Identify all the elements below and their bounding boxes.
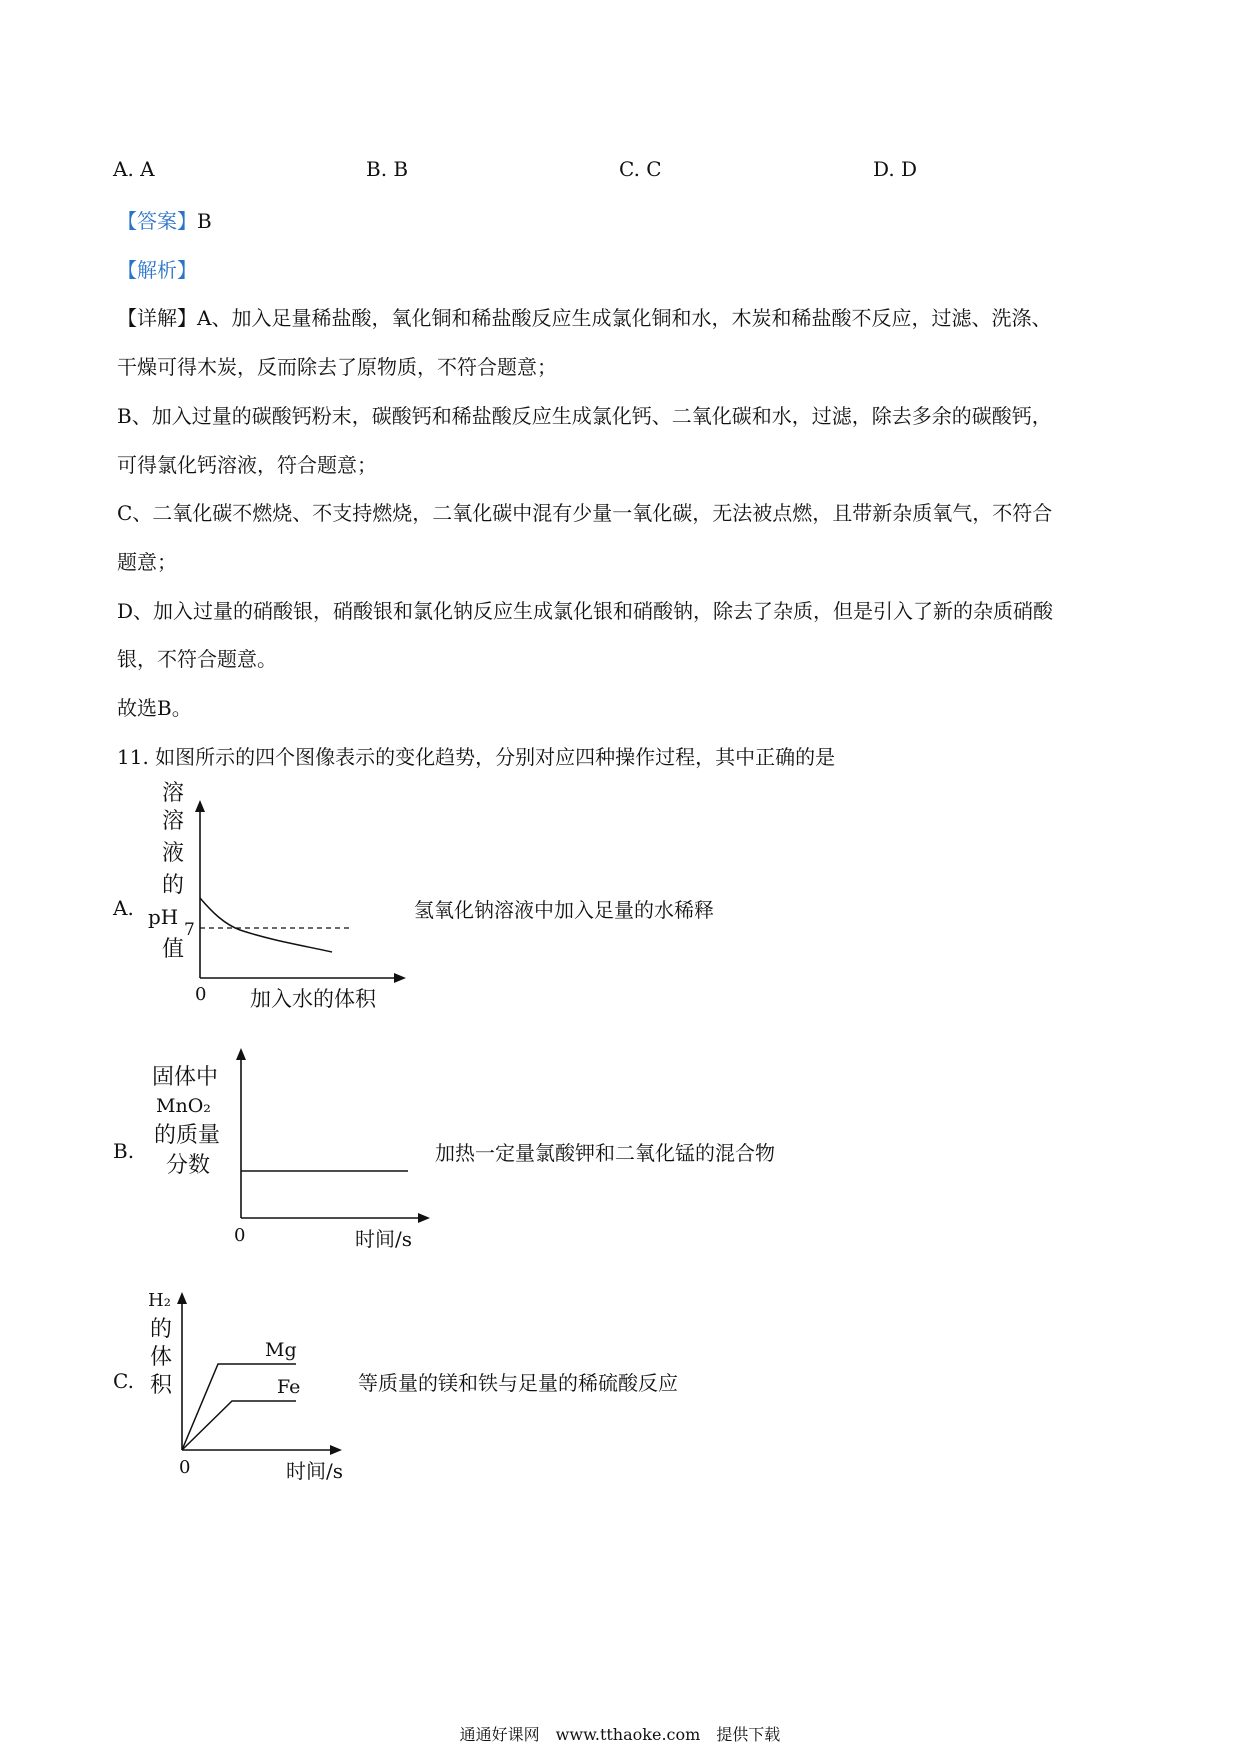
graph-c-ylabel-char: 体	[150, 1345, 173, 1370]
detail-line: D、加入过量的硝酸银，硝酸银和氯化钠反应生成氯化银和硝酸钠，除去了杂质，但是引入了新的杂质硝酸	[117, 599, 1054, 623]
q11-option-b-desc: 加热一定量氯酸钾和二氧化锰的混合物	[435, 1141, 775, 1165]
graph-b	[150, 1048, 440, 1258]
graph-a-ylabel-char: 的	[162, 873, 185, 898]
graph-c-ylabel-char: 的	[150, 1317, 173, 1342]
graph-c	[140, 1286, 360, 1486]
detail-line: 可得氯化钙溶液，符合题意；	[117, 453, 377, 477]
graph-b-ylabel-line: 固体中	[152, 1065, 219, 1090]
graph-b-ylabel-line: 分数	[166, 1153, 211, 1178]
graph-c-x-arrow	[330, 1445, 342, 1455]
graph-a	[140, 781, 420, 1020]
q11-option-b-label: B.	[113, 1139, 135, 1163]
question-11-stem: 11. 如图所示的四个图像表示的变化趋势，分别对应四种操作过程，其中正确的是	[117, 745, 836, 769]
detail-line: B、加入过量的碳酸钙粉末，碳酸钙和稀盐酸反应生成氯化钙、二氧化碳和水，过滤，除去多余的碳酸钙，	[117, 404, 1052, 428]
graph-a-ylabel-char: 溶	[162, 809, 185, 834]
graph-a-ph-curve	[200, 898, 332, 952]
graph-a-ref-label: 7	[184, 920, 195, 940]
graph-b-xlabel: 时间/s	[355, 1227, 413, 1251]
graph-a-x-arrow	[394, 973, 406, 983]
detail-line: 干燥可得木炭，反而除去了原物质，不符合题意；	[117, 355, 557, 379]
detail-line: 银，不符合题意。	[117, 647, 277, 671]
graph-c-origin: 0	[179, 1457, 191, 1478]
graph-b-ylabel-line: MnO₂	[156, 1095, 211, 1117]
detail-line: C、二氧化碳不燃烧、不支持燃烧，二氧化碳中混有少量一氧化碳，无法被点燃，且带新杂质氧气，不符合	[117, 501, 1053, 525]
graph-b-y-arrow	[236, 1048, 246, 1060]
detail-line: 故选B。	[117, 696, 192, 720]
q11-option-a-label: A.	[113, 896, 134, 920]
graph-c-ylabel-char: H₂	[148, 1290, 171, 1311]
option-a: A. A	[113, 157, 155, 181]
graph-c-series-label: Mg	[265, 1339, 297, 1361]
q11-option-c-label: C.	[113, 1369, 134, 1393]
graph-b-x-arrow	[418, 1213, 430, 1223]
detail-line: 【详解】A、加入足量稀盐酸，氧化铜和稀盐酸反应生成氯化铜和水，木炭和稀盐酸不反应，过滤、洗涤、	[117, 306, 1052, 330]
answer-line	[117, 205, 212, 234]
detail-line: 题意；	[117, 550, 177, 574]
option-d: D. D	[873, 157, 918, 181]
answer-label: 【答案】	[117, 209, 197, 233]
graph-c-xlabel: 时间/s	[286, 1459, 344, 1483]
analysis-label: 【解析】	[117, 258, 197, 282]
graph-b-ylabel-line: 的质量	[154, 1123, 221, 1148]
q11-option-c-desc: 等质量的镁和铁与足量的稀硫酸反应	[358, 1371, 678, 1395]
graph-c-y-arrow	[177, 1292, 187, 1304]
q11-option-a-desc: 氢氧化钠溶液中加入足量的水稀释	[414, 898, 714, 922]
option-b: B. B	[366, 157, 409, 181]
graph-a-xlabel: 加入水的体积	[250, 987, 376, 1011]
graph-c-series-label: Fe	[277, 1376, 301, 1398]
graph-a-ylabel-char: 溶	[162, 781, 185, 806]
graph-c-ylabel-char: 积	[150, 1373, 173, 1398]
graph-b-origin: 0	[234, 1225, 246, 1246]
graph-a-origin: 0	[195, 984, 207, 1005]
graph-a-y-arrow	[195, 800, 205, 812]
graph-a-ylabel-char: 液	[162, 841, 185, 866]
graph-a-ylabel-char: 值	[162, 937, 185, 962]
page-footer: 通通好课网 www.tthaoke.com 提供下载	[459, 1725, 781, 1744]
graph-a-ylabel-char: pH	[148, 905, 179, 929]
option-c: C. C	[619, 157, 662, 181]
answer-value: B	[197, 209, 212, 233]
